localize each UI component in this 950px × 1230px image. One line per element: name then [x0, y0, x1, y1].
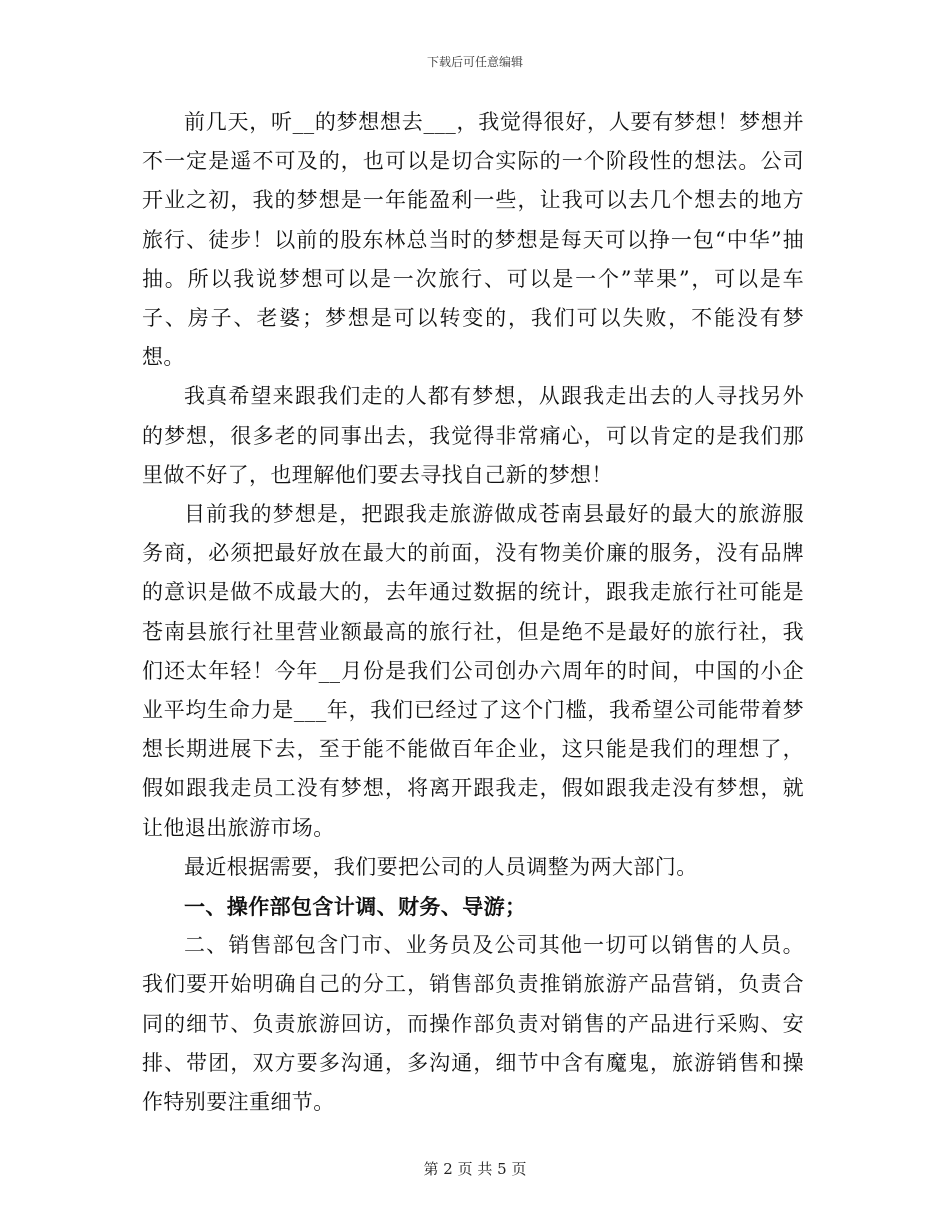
paragraph-current-dream: 目前我的梦想是，把跟我走旅游做成苍南县最好的最大的旅游服务商，必须把最好放在最大的前面，没有物美价廉的服务，没有品牌的意识是做不成最大的，去年通过数据的统计，跟我走旅行社可能是苍南县旅行社里营业额最高的旅行社，但是绝不是最好的旅行社，我们还太年轻！今年__月份是我们公司创办六周年的时间，中国的小企业平均生命力是___年，我们已经过了这个门槛，我希望公司能带着梦想长期进展下去，至于能不能做百年企业，这只能是我们的理想了，假如跟我走员工没有梦想，将离开跟我走，假如跟我走没有梦想，就让他退出旅游市场。 — [142, 502, 804, 840]
document-body — [142, 103, 804, 1122]
paragraph-hope: 我真希望来跟我们走的人都有梦想，从跟我走出去的人寻找另外的梦想，很多老的同事出去，我觉得非常痛心，可以肯定的是我们那里做不好了，也理解他们要去寻找自己新的梦想！ — [142, 384, 804, 487]
page-number: 第 2 页 共 5 页 — [423, 1160, 527, 1178]
page-header: 下载后可任意编辑 — [426, 55, 523, 69]
paragraph-operations-dept: 一、操作部包含计调、财务、导游； — [184, 894, 527, 920]
paragraph-sales-dept: 二、销售部包含门市、业务员及公司其他一切可以销售的人员。我们要开始明确自己的分工，销售部负责推销旅游产品营销，负责合同的细节、负责旅游回访，而操作部负责对销售的产品进行采购、安排、带团，双方要多沟通，多沟通，细节中含有魔鬼，旅游销售和操作特别要注重细节。 — [142, 933, 804, 1115]
paragraph-restructure: 最近根据需要，我们要把公司的人员调整为两大部门。 — [184, 854, 698, 879]
paragraph-dreams: 前几天，听__的梦想想去___，我觉得很好，人要有梦想！梦想并不一定是遥不可及的，也可以是切合实际的一个阶段性的想法。公司开业之初，我的梦想是一年能盈利一些，让我可以去几个想去的地方旅行、徒步！以前的股东林总当时的梦想是每天可以挣一包“中华”抽抽。所以我说梦想可以是一次旅行、可以是一个”苹果”，可以是车子、房子、老婆；梦想是可以转变的，我们可以失败，不能没有梦想。 — [142, 110, 804, 370]
